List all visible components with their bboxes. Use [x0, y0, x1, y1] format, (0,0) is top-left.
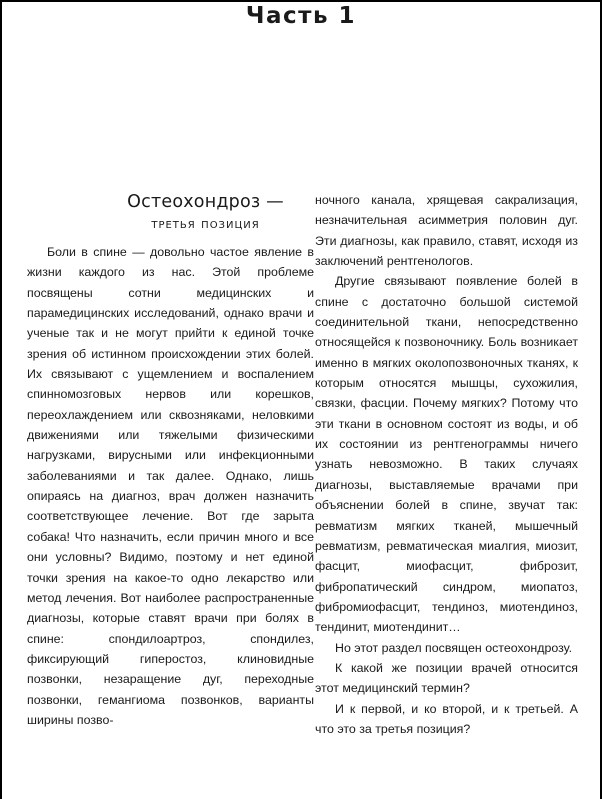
- left-column: [27, 190, 314, 730]
- section-title: [97, 190, 314, 234]
- paragraph-continuation: ночного канала, хрящевая сакрализация, незначительная асимметрия половин дуг. Эти диагнозы, как правило, ставят, исходя из заключений рентгенологов.: [315, 193, 578, 269]
- paragraph: Но этот раздел посвящен остеохондрозу.: [335, 640, 573, 655]
- part-heading: Часть 1: [245, 3, 357, 29]
- paragraph: Другие связывают появление болей в спине с достаточно большой системой соединительной ткани, непосредственно относящейся к позвоночнику. Боль возникает именно в мягких околопозвоночных тканях, к которым относятся мышцы, сухожилия, связки, фасции. Почему мягких? Потому что эти ткани в основном состоят из воды, и об их состоянии из рентгенограммы ничего узнать невозможно. В таких случаях диагнозы, выставляемые врачами при объяснении болей в спине, звучат так: ревматизм мягких тканей, мышечный ревматизм, ревматическая миалгия, миозит, фасцит, миофасцит, фиброзит, фибропатический синдром, миопатоз, фибромиофасцит, тендиноз, миотендиноз, тендинит, миотендинит…: [315, 274, 578, 635]
- paragraph: К какой же позиции врачей относится этот медицинский термин?: [315, 660, 578, 696]
- paragraph: Боли в спине — довольно частое явление в жизни каждого из нас. Этой проблеме посвящены сотни медицинских и парамедицинских исследований, однако врачи и ученые так и не могут прийти к единой точке зрения об истинном происхождении этих болей. Их связывают с ущемлением и воспалением спинномозговых нервов или корешков, переохлаждением или сквозняками, неловкими движениями или тяжелыми физическими нагрузками, вирусными или инфекционными заболеваниями и так далее. Однако, лишь опираясь на диагноз, врач должен назначить соответствующее лечение. Вот где зарыта собака! Что назначить, если причин много и все они условны? Видимо, поэтому и нет единой точки зрения на какое-то одно лекарство или метод лечения. Вот наиболее распространенные диагнозы, которые ставят врачи при болях в спине: спондилоартроз, спондилез, фиксирующий гиперостоз, клиновидные позвонки, незаращение дуг, переходные позвонки, гемангиома позвонков, варианты ширины позво-: [27, 245, 314, 727]
- section-title-line1: Остеохондроз —: [127, 192, 284, 212]
- right-column: [315, 190, 578, 739]
- left-border: [0, 0, 2, 799]
- paragraph: И к первой, и ко второй, и к третьей. А что это за третья позиция?: [315, 701, 578, 736]
- section-title-line2: третья позиция: [151, 216, 260, 232]
